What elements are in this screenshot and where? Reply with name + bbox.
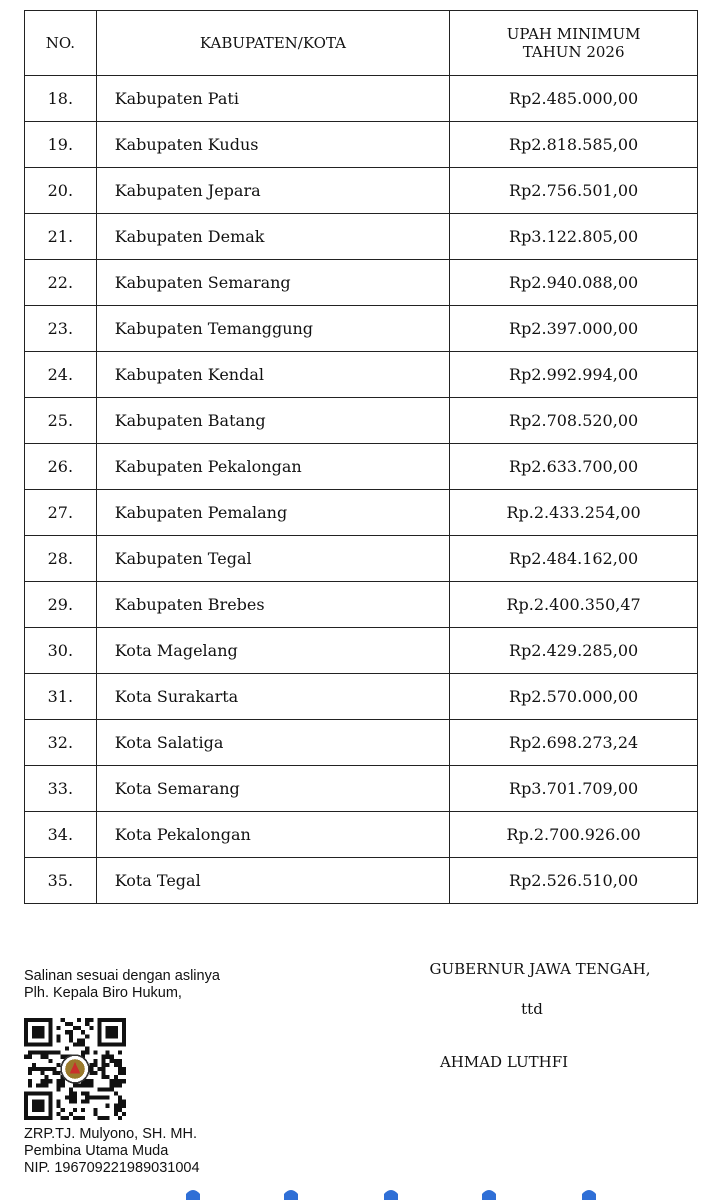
bureau-title: Plh. Kepala Biro Hukum, — [24, 985, 182, 1001]
official-name: ZRP.TJ. Mulyono, SH. MH. — [24, 1126, 197, 1142]
page-mark-icon — [384, 1190, 398, 1200]
table-body — [25, 76, 698, 904]
row-wage-value: Rp2.484.162,00 — [450, 536, 698, 582]
row-number: 32. — [25, 720, 97, 766]
table-row — [25, 490, 698, 536]
header-region: KABUPATEN/KOTA — [96, 11, 450, 76]
row-region-name: Kota Magelang — [96, 628, 450, 674]
row-number: 31. — [25, 674, 97, 720]
row-wage-value: Rp2.818.585,00 — [450, 122, 698, 168]
row-region-name: Kota Tegal — [96, 858, 450, 904]
row-wage-value: Rp2.397.000,00 — [450, 306, 698, 352]
qr-code-icon — [24, 1018, 126, 1120]
row-region-name: Kabupaten Pekalongan — [96, 444, 450, 490]
row-region-name: Kabupaten Tegal — [96, 536, 450, 582]
table-row — [25, 812, 698, 858]
governor-name: AHMAD LUTHFI — [439, 1053, 569, 1071]
table-row — [25, 260, 698, 306]
page-mark-icon — [186, 1190, 200, 1200]
row-number: 24. — [25, 352, 97, 398]
table-row — [25, 214, 698, 260]
row-number: 22. — [25, 260, 97, 306]
table-row — [25, 858, 698, 904]
row-wage-value: Rp3.701.709,00 — [450, 766, 698, 812]
row-number: 26. — [25, 444, 97, 490]
official-rank: Pembina Utama Muda — [24, 1143, 169, 1159]
table-row — [25, 582, 698, 628]
table-row — [25, 444, 698, 490]
row-number: 33. — [25, 766, 97, 812]
header-wage — [450, 11, 698, 76]
header-wage-line2: TAHUN 2026 — [522, 43, 625, 61]
table-row — [25, 766, 698, 812]
governor-title: GUBERNUR JAWA TENGAH, — [429, 960, 651, 978]
row-wage-value: Rp2.485.000,00 — [450, 76, 698, 122]
page-mark-icon — [582, 1190, 596, 1200]
copy-note: Salinan sesuai dengan aslinya — [24, 968, 220, 984]
row-wage-value: Rp2.708.520,00 — [450, 398, 698, 444]
table-header-row — [25, 11, 698, 76]
row-region-name: Kota Semarang — [96, 766, 450, 812]
row-region-name: Kabupaten Batang — [96, 398, 450, 444]
row-number: 35. — [25, 858, 97, 904]
row-wage-value: Rp3.122.805,00 — [450, 214, 698, 260]
row-wage-value: Rp2.698.273,24 — [450, 720, 698, 766]
row-number: 27. — [25, 490, 97, 536]
header-no: NO. — [25, 11, 97, 76]
page-mark-icon — [482, 1190, 496, 1200]
row-wage-value: Rp2.429.285,00 — [450, 628, 698, 674]
row-region-name: Kabupaten Jepara — [96, 168, 450, 214]
row-number: 19. — [25, 122, 97, 168]
row-number: 28. — [25, 536, 97, 582]
table-row — [25, 720, 698, 766]
row-region-name: Kabupaten Temanggung — [96, 306, 450, 352]
row-wage-value: Rp2.756.501,00 — [450, 168, 698, 214]
table-row — [25, 674, 698, 720]
table-row — [25, 398, 698, 444]
row-region-name: Kabupaten Kendal — [96, 352, 450, 398]
row-wage-value: Rp2.526.510,00 — [450, 858, 698, 904]
row-number: 29. — [25, 582, 97, 628]
copy-certification — [24, 968, 220, 1002]
row-number: 34. — [25, 812, 97, 858]
table-row — [25, 628, 698, 674]
official-nip: NIP. 196709221989031004 — [24, 1160, 200, 1176]
row-number: 20. — [25, 168, 97, 214]
row-region-name: Kabupaten Kudus — [96, 122, 450, 168]
row-wage-value: Rp2.570.000,00 — [450, 674, 698, 720]
row-wage-value: Rp.2.700.926.00 — [450, 812, 698, 858]
row-region-name: Kabupaten Pemalang — [96, 490, 450, 536]
row-number: 25. — [25, 398, 97, 444]
row-region-name: Kabupaten Semarang — [96, 260, 450, 306]
table-row — [25, 76, 698, 122]
table-row — [25, 168, 698, 214]
row-number: 21. — [25, 214, 97, 260]
row-region-name: Kabupaten Brebes — [96, 582, 450, 628]
table-row — [25, 352, 698, 398]
table-row — [25, 122, 698, 168]
wage-table-container — [24, 10, 698, 904]
bottom-decorative-marks — [0, 1188, 721, 1200]
row-wage-value: Rp2.940.088,00 — [450, 260, 698, 306]
table-row — [25, 306, 698, 352]
official-signature-block — [24, 1126, 200, 1177]
row-wage-value: Rp.2.400.350,47 — [450, 582, 698, 628]
signature-ttd: ttd — [521, 1000, 543, 1018]
row-number: 18. — [25, 76, 97, 122]
minimum-wage-table — [24, 10, 698, 904]
row-region-name: Kota Salatiga — [96, 720, 450, 766]
row-wage-value: Rp2.992.994,00 — [450, 352, 698, 398]
row-region-name: Kota Surakarta — [96, 674, 450, 720]
row-region-name: Kabupaten Demak — [96, 214, 450, 260]
row-region-name: Kota Pekalongan — [96, 812, 450, 858]
row-wage-value: Rp.2.433.254,00 — [450, 490, 698, 536]
row-number: 23. — [25, 306, 97, 352]
header-wage-line1: UPAH MINIMUM — [506, 25, 641, 43]
table-row — [25, 536, 698, 582]
row-region-name: Kabupaten Pati — [96, 76, 450, 122]
page-mark-icon — [284, 1190, 298, 1200]
row-number: 30. — [25, 628, 97, 674]
row-wage-value: Rp2.633.700,00 — [450, 444, 698, 490]
